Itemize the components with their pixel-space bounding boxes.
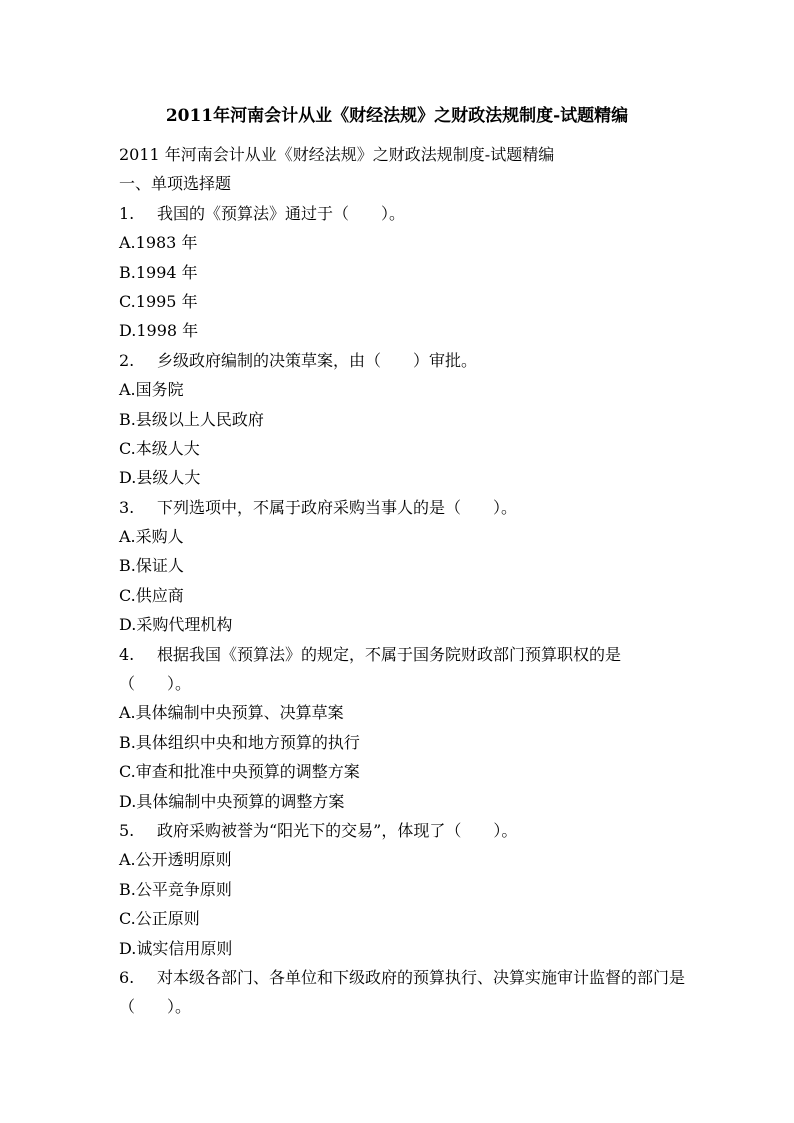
- question-text: 我国的《预算法》通过于（ ）。: [157, 203, 406, 223]
- option: D.具体编制中央预算的调整方案: [119, 791, 345, 811]
- question-4: [119, 640, 689, 699]
- option: D.采购代理机构: [119, 615, 233, 635]
- option: D.县级人大: [119, 468, 201, 488]
- question-number: 3.: [119, 497, 135, 517]
- question-number: 2.: [119, 350, 135, 370]
- section-heading: 一、单项选择题: [119, 174, 232, 194]
- option: B.公平竞争原则: [119, 879, 232, 899]
- option: B.保证人: [119, 556, 184, 576]
- document-title: 2011年河南会计从业《财经法规》之财政法规制度-试题精编: [165, 106, 629, 126]
- option: C.1995 年: [119, 291, 198, 311]
- option: D.1998 年: [119, 321, 199, 341]
- question-6: [119, 963, 689, 1022]
- question-text: 下列选项中，不属于政府采购当事人的是（ ）。: [157, 497, 518, 517]
- document-subtitle: 2011 年河南会计从业《财经法规》之财政法规制度-试题精编: [119, 145, 555, 164]
- question-5: [119, 816, 689, 845]
- document-body: [119, 140, 689, 1022]
- option: A.采购人: [119, 527, 184, 547]
- option: C.公正原则: [119, 909, 200, 929]
- option: B.1994 年: [119, 262, 198, 282]
- question-number: 1.: [119, 203, 135, 223]
- option: D.诚实信用原则: [119, 938, 233, 958]
- question-text: 政府采购被誉为“阳光下的交易”，体现了（ ）。: [157, 821, 518, 841]
- option: A.具体编制中央预算、决算草案: [119, 703, 344, 723]
- question-text: 对本级各部门、各单位和下级政府的预算执行、决算实施审计监督的部门是（ ）。: [119, 967, 686, 1017]
- question-text: 乡级政府编制的决策草案，由（ ）审批。: [157, 350, 478, 370]
- option: C.供应商: [119, 585, 184, 605]
- question-3: [119, 493, 689, 522]
- question-text: 根据我国《预算法》的规定，不属于国务院财政部门预算职权的是（ ）。: [119, 644, 622, 694]
- option: A.公开透明原则: [119, 850, 232, 870]
- option: B.县级以上人民政府: [119, 409, 264, 429]
- question-number: 4.: [119, 644, 135, 664]
- option: A.国务院: [119, 380, 184, 400]
- option: C.审查和批准中央预算的调整方案: [119, 762, 360, 782]
- question-1: [119, 199, 689, 228]
- question-2: [119, 346, 689, 375]
- option: B.具体组织中央和地方预算的执行: [119, 732, 360, 752]
- option: C.本级人大: [119, 438, 200, 458]
- question-number: 6.: [119, 967, 135, 987]
- question-number: 5.: [119, 821, 135, 841]
- option: A.1983 年: [119, 233, 198, 253]
